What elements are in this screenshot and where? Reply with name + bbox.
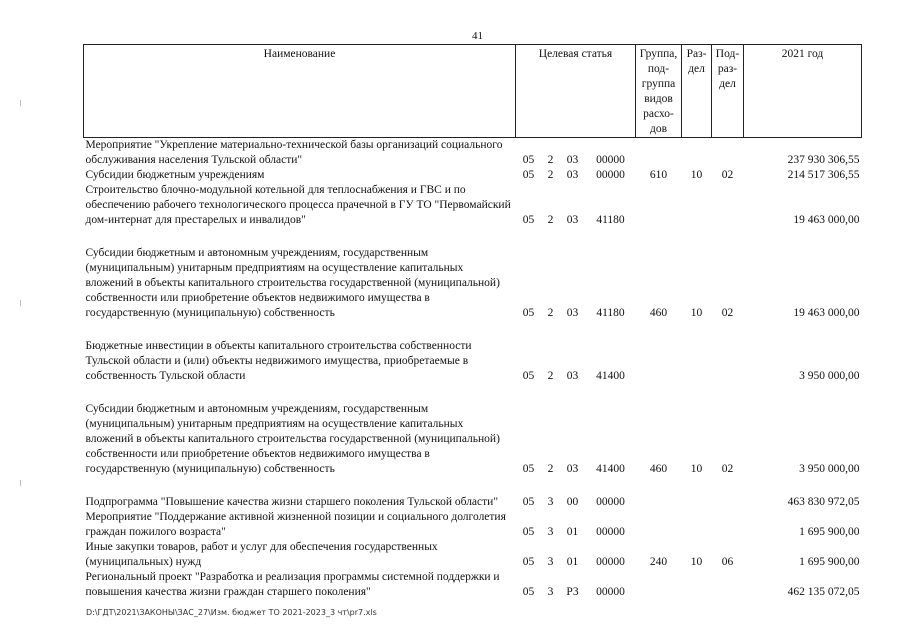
amount-2021: 463 830 972,05 [787,496,860,508]
table-row [84,570,862,600]
code-program: 05 [522,496,535,508]
code-event: 01 [566,556,579,568]
row-spacer [84,384,862,402]
header-name: Наименование [84,45,516,138]
header-group: Группа, под- группа видов расхо- дов [636,45,682,138]
code-direction: 00000 [596,169,625,181]
subsection-code [712,183,744,228]
scan-mark [20,300,21,306]
code-subprogram: 2 [547,370,554,382]
subsection-code: 02 [721,463,734,475]
budget-table [83,44,862,600]
amount-2021: 3 950 000,00 [799,463,860,475]
subsection-code: 02 [721,169,734,181]
section-code [682,510,712,540]
row-name: Мероприятие "Поддержание активной жизненной позиции и социального долголетия граждан пожилого возраста" [85,511,506,538]
code-subprogram: 3 [547,586,554,598]
code-event: 00 [566,496,579,508]
code-program: 05 [522,526,535,538]
code-program: 05 [522,556,535,568]
expense-group [636,495,682,510]
code-subprogram: 3 [547,556,554,568]
code-subprogram: 2 [547,463,554,475]
page-number: 41 [472,30,483,42]
amount-2021: 462 135 072,05 [787,586,860,598]
expense-group [636,339,682,384]
code-program: 05 [522,214,535,226]
section-code [682,570,712,600]
table-row [84,138,862,169]
row-name: Иные закупки товаров, работ и услуг для обеспечения государственных (муниципальных) нужд [85,541,438,568]
section-code: 10 [690,169,703,181]
code-subprogram: 3 [547,526,554,538]
amount-2021: 237 930 306,55 [787,154,860,166]
code-subprogram: 3 [547,496,554,508]
section-code [682,495,712,510]
code-direction: 41400 [596,463,625,475]
row-name: Бюджетные инвестиции в объекты капитального строительства собственности Тульской области и (или) объекты недвижимого имущества, приобретаемые в собственность Тульской области [85,340,472,382]
section-code: 10 [690,463,703,475]
code-event: 03 [566,154,579,166]
row-name: Мероприятие "Укрепление материально-технической базы организаций социального обслуживания населения Тульской области" [85,139,503,166]
row-spacer [84,321,862,339]
subsection-code [712,495,744,510]
table-row [84,540,862,570]
code-program: 05 [522,463,535,475]
code-program: 05 [522,586,535,598]
table-row [84,168,862,183]
expense-group: 460 [649,463,668,475]
row-spacer [84,477,862,495]
subsection-code: 02 [721,307,734,319]
code-program: 05 [522,370,535,382]
table-header-row [84,45,862,138]
row-name: Субсидии бюджетным и автономным учреждениям, государственным (муниципальным) унитарным предприятиям на осуществление капитальных вложений в объекты капитального строительства государственной (муниципальной) собственности или приобретение объектов недвижимого имущества в государственную (муниципальную) собственность [85,403,500,475]
code-direction: 00000 [596,154,625,166]
code-event: Р3 [566,586,579,598]
header-section: Раз- дел [682,45,712,138]
amount-2021: 3 950 000,00 [799,370,860,382]
row-name: Субсидии бюджетным учреждениям [85,169,265,181]
table-row [84,402,862,477]
subsection-code [712,138,744,169]
expense-group [636,138,682,169]
expense-group: 240 [649,556,668,568]
header-target-article: Целевая статья [516,45,636,138]
section-code [682,138,712,169]
code-program: 05 [522,154,535,166]
code-subprogram: 2 [547,307,554,319]
code-direction: 00000 [596,586,625,598]
amount-2021: 1 695 900,00 [799,556,860,568]
code-direction: 00000 [596,526,625,538]
table-row [84,183,862,228]
code-direction: 41180 [596,307,625,319]
row-spacer [84,228,862,246]
code-direction: 41180 [596,214,625,226]
code-event: 03 [566,214,579,226]
code-direction: 00000 [596,496,625,508]
section-code [682,183,712,228]
code-subprogram: 2 [547,154,554,166]
expense-group [636,183,682,228]
amount-2021: 19 463 000,00 [793,307,860,319]
code-event: 03 [566,463,579,475]
section-code: 10 [690,556,703,568]
amount-2021: 1 695 900,00 [799,526,860,538]
code-direction: 00000 [596,556,625,568]
amount-2021: 214 517 306,55 [787,169,860,181]
expense-group [636,570,682,600]
code-subprogram: 2 [547,169,554,181]
subsection-code [712,510,744,540]
code-event: 03 [566,370,579,382]
section-code [682,339,712,384]
section-code: 10 [690,307,703,319]
file-path-footer: D:\ГДТ\2021\ЗАКОНЫ\ЗАС_27\Изм. бюджет ТО 2021-2023_3 чт\pr7.xls [86,608,377,617]
header-subsection: Под- раз- дел [712,45,744,138]
subsection-code [712,570,744,600]
expense-group: 460 [649,307,668,319]
row-name: Региональный проект "Разработка и реализация программы системной поддержки и повышения качества жизни граждан старшего поколения" [85,571,500,598]
code-subprogram: 2 [547,214,554,226]
subsection-code [712,339,744,384]
code-program: 05 [522,169,535,181]
code-event: 01 [566,526,579,538]
table-row [84,510,862,540]
amount-2021: 19 463 000,00 [793,214,860,226]
expense-group: 610 [649,169,668,181]
row-name: Субсидии бюджетным и автономным учреждениям, государственным (муниципальным) унитарным предприятиям на осуществление капитальных вложений в объекты капитального строительства государственной (муниципальной) собственности или приобретение объектов недвижимого имущества в государственную (муниципальную) собственность [85,247,500,319]
scan-mark [20,480,21,486]
table-row [84,495,862,510]
code-direction: 41400 [596,370,625,382]
header-year: 2021 год [744,45,862,138]
expense-group [636,510,682,540]
code-event: 03 [566,307,579,319]
code-event: 03 [566,169,579,181]
row-name: Подпрограмма "Повышение качества жизни старшего поколения Тульской области" [85,496,499,508]
row-name: Строительство блочно-модульной котельной для теплоснабжения и ГВС и по обеспечению рабочего технологического процесса прачечной в ГУ ТО "Первомайский дом-интернат для престарелых и инвалидов" [85,184,511,226]
code-program: 05 [522,307,535,319]
subsection-code: 06 [721,556,734,568]
table-row [84,246,862,321]
scan-mark [20,100,21,106]
table-row [84,339,862,384]
